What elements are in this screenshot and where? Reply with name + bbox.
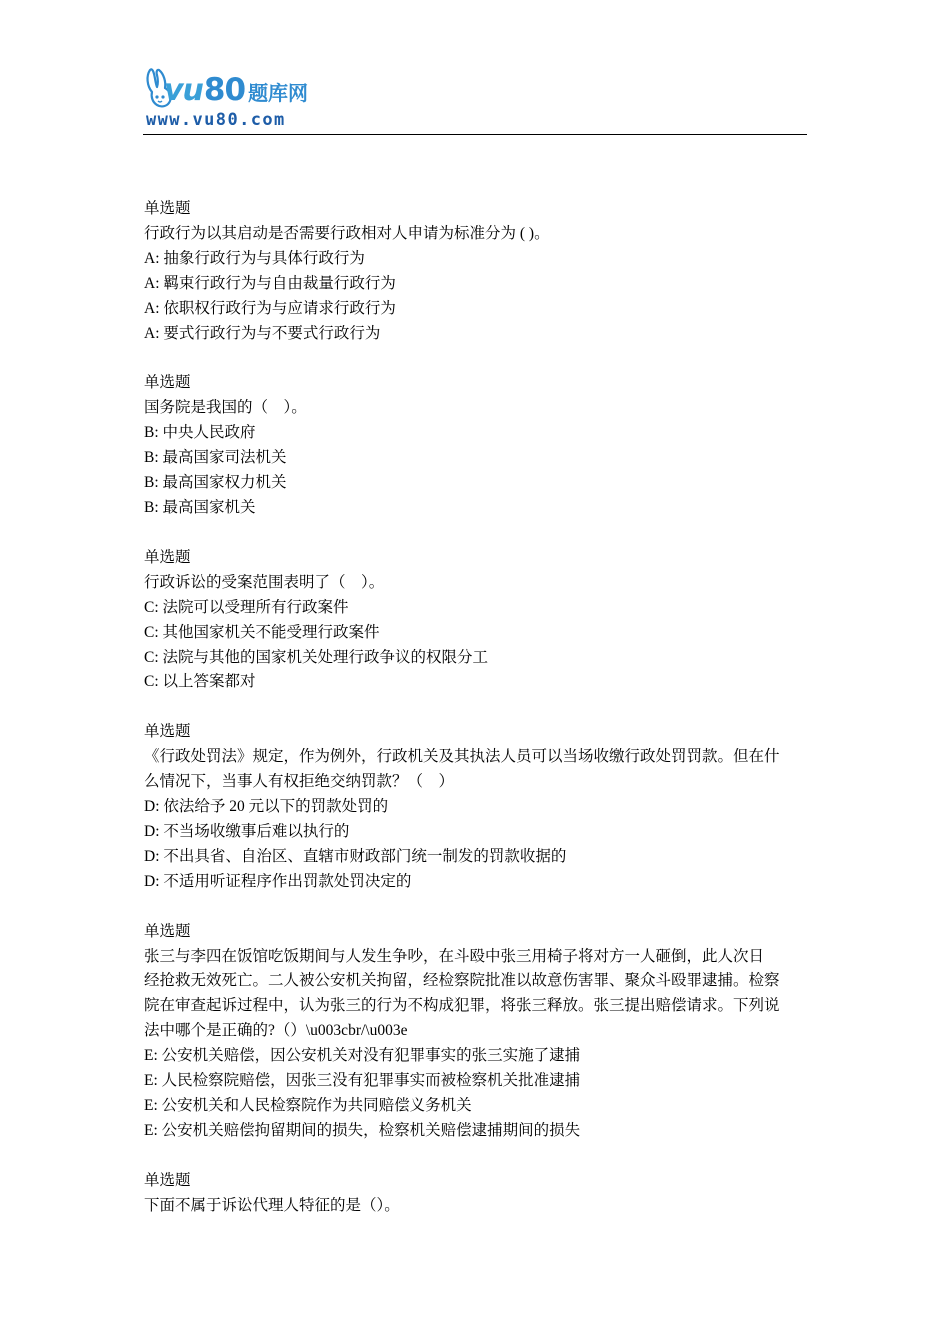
answer-option: A: 抽象行政行为与具体行政行为 xyxy=(144,249,365,267)
answer-option: D: 不当场收缴事后难以执行的 xyxy=(144,822,350,840)
answer-option: D: 依法给予 20 元以下的罚款处罚的 xyxy=(144,798,389,816)
question-stem-line: 么情况下，当事人有权拒绝交纳罚款？（ ） xyxy=(144,773,455,791)
question-stem-line: 国务院是我国的（ ）。 xyxy=(144,399,307,417)
question-list xyxy=(144,197,808,1244)
question-type-label: 单选题 xyxy=(144,200,191,217)
question-type-label: 单选题 xyxy=(144,374,191,392)
answer-option: E: 公安机关赔偿拘留期间的损失，检察机关赔偿逮捕期间的损失 xyxy=(144,1121,581,1139)
logo-wordmark xyxy=(164,72,308,108)
site-logo[interactable] xyxy=(142,66,332,132)
question-block xyxy=(144,920,808,1144)
answer-option: B: 中央人民政府 xyxy=(144,424,256,442)
question-block xyxy=(144,197,808,346)
answer-option: A: 羁束行政行为与自由裁量行政行为 xyxy=(144,274,396,292)
question-block xyxy=(144,1169,808,1219)
logo-brand-80: 80 xyxy=(203,72,246,108)
header-divider xyxy=(143,134,807,135)
question-block xyxy=(144,371,808,520)
question-stem-line: 《行政处罚法》规定，作为例外，行政机关及其执法人员可以当场收缴行政处罚罚款。但在什 xyxy=(144,748,780,766)
question-stem-line: 下面不属于诉讼代理人特征的是（）。 xyxy=(144,1196,400,1214)
answer-option: D: 不出具省、自治区、直辖市财政部门统一制发的罚款收据的 xyxy=(144,847,567,865)
answer-option: E: 公安机关赔偿，因公安机关对没有犯罪事实的张三实施了逮捕 xyxy=(144,1047,581,1065)
answer-option: E: 公安机关和人民检察院作为共同赔偿义务机关 xyxy=(144,1097,472,1114)
answer-option: B: 最高国家司法机关 xyxy=(144,449,287,467)
question-type-label: 单选题 xyxy=(144,922,191,940)
question-stem-line: 法中哪个是正确的?（）\u003cbr/\u003e xyxy=(144,1022,408,1040)
answer-option: B: 最高国家权力机关 xyxy=(144,474,287,492)
question-stem-line: 经抢救无效死亡。二人被公安机关拘留，经检察院批准以故意伤害罪、聚众斗殴罪逮捕。检察 xyxy=(144,972,780,990)
answer-option: C: 法院与其他的国家机关处理行政争议的权限分工 xyxy=(144,648,489,666)
question-type-label: 单选题 xyxy=(144,548,191,566)
answer-option: C: 以上答案都对 xyxy=(144,673,256,691)
question-stem-line: 院在审查起诉过程中，认为张三的行为不构成犯罪，将张三释放。张三提出赔偿请求。下列说 xyxy=(144,997,780,1015)
answer-option: A: 要式行政行为与不要式行政行为 xyxy=(144,324,381,342)
answer-option: A: 依职权行政行为与应请求行政行为 xyxy=(144,299,396,317)
question-type-label: 单选题 xyxy=(144,723,191,741)
logo-brand-vu: vu xyxy=(164,73,203,108)
question-block xyxy=(144,720,808,894)
answer-option: C: 法院可以受理所有行政案件 xyxy=(144,598,349,616)
answer-option: E: 人民检察院赔偿，因张三没有犯罪事实而被检察机关批准逮捕 xyxy=(144,1072,581,1090)
answer-option: B: 最高国家机关 xyxy=(144,498,256,516)
question-stem-line: 行政行为以其启动是否需要行政相对人申请为标准分为 ( )。 xyxy=(144,224,550,242)
question-stem-line: 张三与李四在饭馆吃饭期间与人发生争吵，在斗殴中张三用椅子将对方一人砸倒，此人次日 xyxy=(144,947,765,965)
question-stem-line: 行政诉讼的受案范围表明了（ ）。 xyxy=(144,573,385,591)
logo-brand-chinese: 题库网 xyxy=(248,81,309,105)
question-block xyxy=(144,546,808,695)
logo-url[interactable]: www.vu80.com xyxy=(146,110,286,130)
question-type-label: 单选题 xyxy=(144,1171,191,1189)
answer-option: C: 其他国家机关不能受理行政案件 xyxy=(144,623,380,641)
answer-option: D: 不适用听证程序作出罚款处罚决定的 xyxy=(144,872,412,890)
